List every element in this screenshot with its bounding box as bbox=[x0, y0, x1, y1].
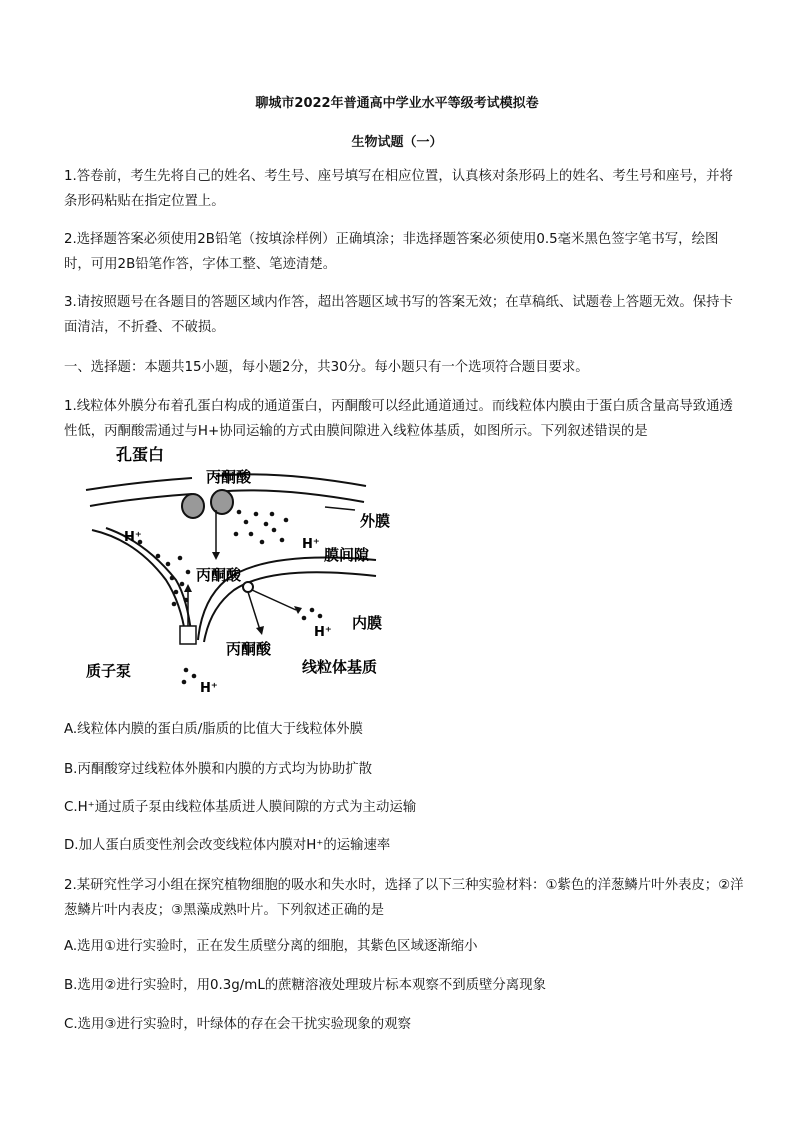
instruction-2: 2.选择题答案必须使用2B铅笔（按填涂样例）正确填涂；非选择题答案必须使用0.5毫米黑色签字笔书写，绘图时，可用2B铅笔作答，字体工整、笔迹清楚。 bbox=[64, 232, 719, 272]
question-2-option-a: A.选用①进行实验时，正在发生质壁分离的细胞，其紫色区域逐渐缩小 bbox=[64, 939, 478, 954]
proton-pump-icon bbox=[180, 626, 196, 644]
symporter-icon bbox=[243, 582, 253, 592]
porin-left-icon bbox=[182, 494, 204, 518]
question-1-option-a: A.线粒体内膜的蛋白质/脂质的比值大于线粒体外膜 bbox=[64, 722, 363, 737]
outer-membrane-line bbox=[86, 478, 192, 490]
porin-right-icon bbox=[211, 490, 233, 514]
question-2-option-c: C.选用③进行实验时，叶绿体的存在会干扰实验现象的观察 bbox=[64, 1017, 411, 1032]
label-outer-membrane: 外膜 bbox=[360, 512, 391, 530]
instruction-1: 1.答卷前，考生先将自己的姓名、考生号、座号填写在相应位置，认真核对条形码上的姓名、考生号和座号，并将条形码粘贴在指定位置上。 bbox=[64, 169, 733, 209]
outer-membrane-line bbox=[216, 490, 364, 502]
exam-subtitle: 生物试题（一） bbox=[351, 135, 443, 150]
question-1-stem: 1.线粒体外膜分布着孔蛋白构成的通道蛋白，丙酮酸可以经此通道通过。而线粒体内膜由于蛋白质含量高导致通透性低，丙酮酸需通过与H+协同运输的方式由膜间隙进入线粒体基质，如图所示。下列叙述错误的是 bbox=[64, 399, 733, 439]
mitochondria-membrane-diagram bbox=[76, 430, 416, 702]
label-pyruvate-bottom: 丙酮酸 bbox=[226, 640, 272, 658]
exam-title: 聊城市2022年普通高中学业水平等级考试模拟卷 bbox=[255, 96, 539, 111]
inner-membrane-line bbox=[92, 530, 186, 640]
label-inner-membrane: 内膜 bbox=[352, 614, 383, 632]
instruction-3: 3.请按照题号在各题目的答题区域内作答，超出答题区域书写的答案无效；在草稿纸、试题卷上答题无效。保持卡面清洁，不折叠、不破损。 bbox=[64, 295, 733, 335]
label-h-plus-left: H⁺ bbox=[124, 530, 142, 545]
label-h-plus-right: H⁺ bbox=[314, 625, 332, 640]
question-2-stem: 2.某研究性学习小组在探究植物细胞的吸水和失水时，选择了以下三种实验材料：①紫色的洋葱鳞片叶外表皮；②洋葱鳞片叶内表皮；③黑藻成熟叶片。下列叙述正确的是 bbox=[64, 878, 744, 918]
label-porin: 孔蛋白 bbox=[116, 445, 165, 464]
outer-membrane-line bbox=[90, 494, 192, 506]
section-heading: 一、选择题：本题共15小题，每小题2分，共30分。每小题只有一个选项符合题目要求。 bbox=[64, 360, 589, 375]
label-h-plus-bottom: H⁺ bbox=[200, 681, 218, 696]
label-intermembrane-space: 膜间隙 bbox=[324, 546, 370, 564]
label-proton-pump: 质子泵 bbox=[86, 662, 132, 680]
inner-membrane-line bbox=[106, 528, 192, 640]
label-pyruvate-top: 丙酮酸 bbox=[206, 468, 252, 486]
question-2-option-b: B.选用②进行实验时，用0.3g/mL的蔗糖溶液处理玻片标本观察不到质壁分离现象 bbox=[64, 978, 546, 993]
label-h-plus-top: H⁺ bbox=[302, 537, 320, 552]
question-1-option-c: C.H⁺通过质子泵由线粒体基质进人膜间隙的方式为主动运输 bbox=[64, 800, 417, 815]
question-1-option-d: D.加人蛋白质变性剂会改变线粒体内膜对H⁺的运输速率 bbox=[64, 838, 391, 853]
label-matrix: 线粒体基质 bbox=[302, 658, 378, 676]
question-1-option-b: B.丙酮酸穿过线粒体外膜和内膜的方式均为协助扩散 bbox=[64, 762, 373, 777]
label-pyruvate-middle: 丙酮酸 bbox=[196, 566, 242, 584]
